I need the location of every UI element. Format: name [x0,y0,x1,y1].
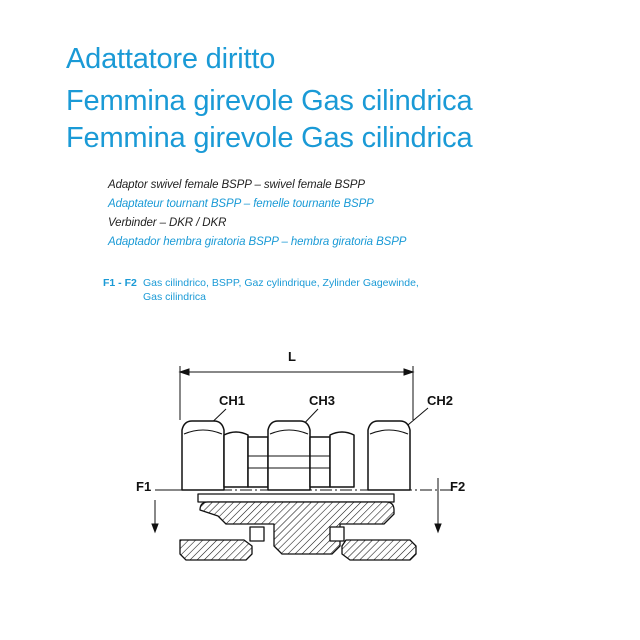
port-label-f2: F2 [450,479,466,494]
thread-text-line-1: Gas cilindrico, BSPP, Gaz cylindrique, Zylinder Gagewinde, [143,277,419,289]
hex-label-ch2: CH2 [427,393,454,408]
hex-label-ch1: CH1 [219,393,246,408]
thread-text-line-2: Gas cilindrica [143,291,207,303]
title-line-2: Femmina girevole Gas cilindrica [66,85,473,117]
description-spanish: Adaptador hembra giratoria BSPP – hembra giratoria BSPP [108,236,407,248]
description-english: Adaptor swivel female BSPP – swivel female BSPP [108,179,365,191]
description-french: Adaptateur tournant BSPP – femelle tournante BSPP [108,198,374,210]
length-label: L [288,349,296,364]
hex-label-ch3: CH3 [309,393,336,408]
port-label-f1: F1 [136,479,152,494]
length-dimension [180,366,413,420]
fitting-section [180,494,416,560]
title-line-1: Adattatore diritto [66,43,276,75]
title-line-3: Femmina girevole Gas cilindrica [66,122,473,154]
description-german: Verbinder – DKR / DKR [108,217,227,229]
thread-label: F1 - F2 [103,277,137,289]
